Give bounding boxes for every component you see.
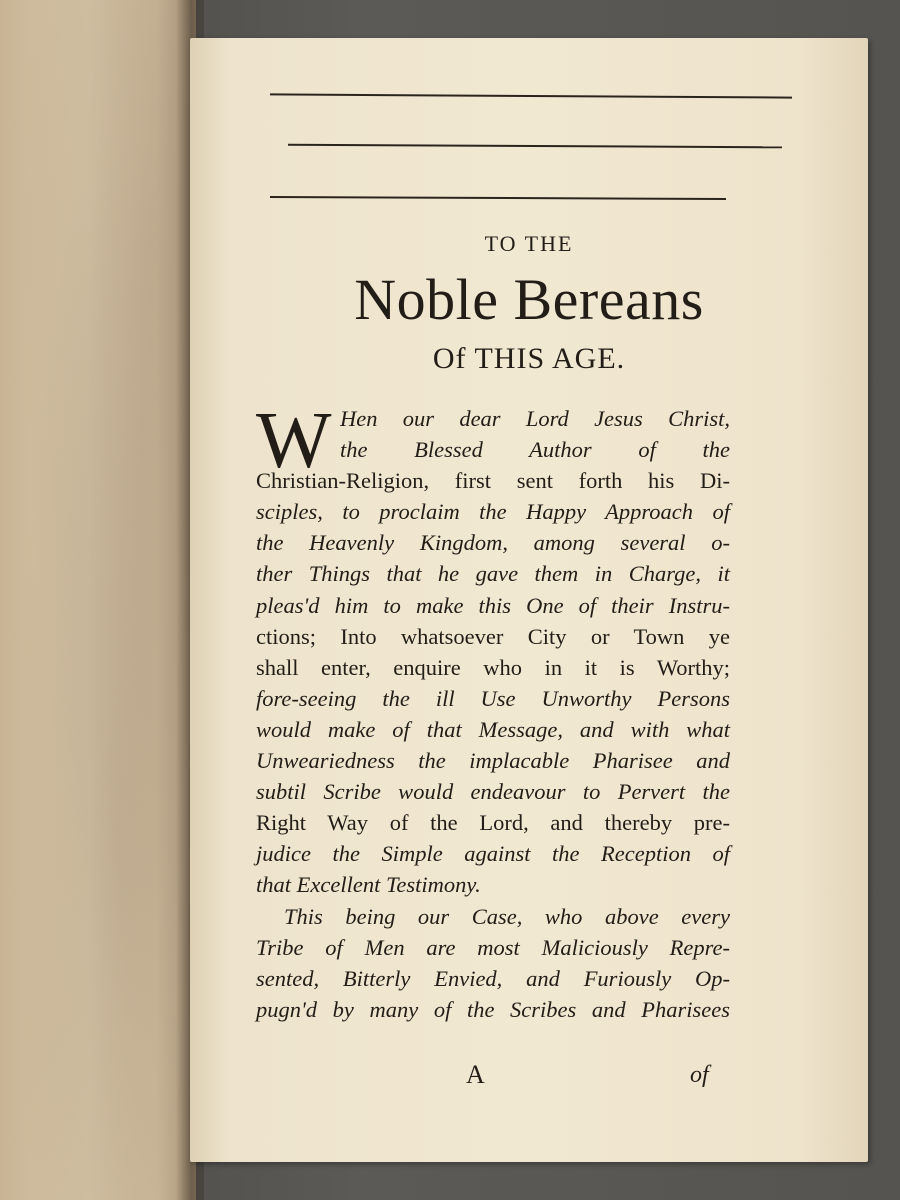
- ornamental-rule-top: [270, 93, 792, 98]
- page-subtitle: Of THIS AGE.: [432, 342, 626, 375]
- text-line: Hen our dear Lord Jesus Christ,: [340, 406, 730, 431]
- text-line: shall enter, enquire who in it is Worthy;: [256, 654, 730, 680]
- facing-left-page: [0, 0, 196, 1200]
- text-line: that Excellent Testimony.: [256, 872, 481, 898]
- text-line: sciples, to proclaim the Happy Approach of: [256, 499, 730, 525]
- text-line: Tribe of Men are most Maliciously Repre-: [256, 934, 730, 960]
- text-line: the Blessed Author of the: [340, 437, 730, 463]
- ornamental-rule-bottom: [270, 196, 726, 200]
- heading-to-the: TO THE: [484, 231, 574, 256]
- text-line: Right Way of the Lord, and thereby pre-: [256, 810, 730, 836]
- text-line: Christian-Religion, first sent forth his Di-: [256, 468, 730, 494]
- text-line: This being our Case, who above every: [284, 903, 730, 929]
- text-line: judice the Simple against the Reception of: [256, 841, 730, 867]
- text-line: ctions; Into whatsoever City or Town ye: [256, 623, 730, 649]
- drop-cap: W: [256, 397, 332, 485]
- page-title: Noble Bereans: [354, 267, 704, 332]
- text-line: pugn'd by many of the Scribes and Pharisees: [256, 996, 730, 1022]
- ornamental-rule-middle: [288, 144, 782, 149]
- right-page: [190, 38, 868, 1162]
- text-line: the Heavenly Kingdom, among several o-: [256, 530, 730, 556]
- text-line: ther Things that he gave them in Charge, it: [256, 561, 730, 587]
- text-line: subtil Scribe would endeavour to Pervert the: [256, 779, 730, 805]
- text-line: would make of that Message, and with what: [256, 716, 730, 742]
- body-text: [256, 397, 730, 1025]
- text-line: pleas'd him to make this One of their Instru-: [256, 592, 730, 618]
- left-page-stain: [0, 0, 196, 1200]
- text-line: fore-seeing the ill Use Unworthy Persons: [256, 685, 730, 711]
- text-line: Unweariedness the implacable Pharisee and: [256, 748, 730, 774]
- text-line: sented, Bitterly Envied, and Furiously Op-: [256, 965, 730, 991]
- catchword: of: [690, 1062, 709, 1088]
- signature-mark: A: [466, 1060, 485, 1089]
